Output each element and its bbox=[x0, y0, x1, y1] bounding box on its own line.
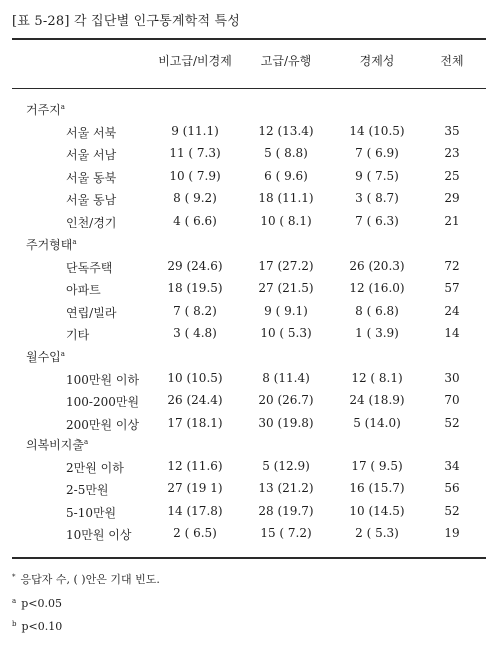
cell-nonluxury: 8 ( 9.2) bbox=[173, 191, 217, 206]
cell-nonluxury: 14 (17.8) bbox=[167, 503, 223, 518]
footnote bbox=[12, 597, 62, 610]
footnote-mark: * bbox=[12, 573, 16, 581]
cell-economy: 14 (10.5) bbox=[349, 123, 405, 138]
footnote-text: p<0.05 bbox=[21, 597, 62, 610]
row-label: 10만원 이상 bbox=[66, 528, 132, 543]
row-label: 서울 동북 bbox=[66, 170, 117, 185]
row-label: 인천/경기 bbox=[66, 216, 117, 230]
cell-total: 23 bbox=[444, 146, 460, 161]
cell-luxury: 20 (26.7) bbox=[258, 393, 314, 408]
cell-economy: 9 ( 7.5) bbox=[355, 168, 399, 183]
cell-luxury: 17 (27.2) bbox=[258, 258, 314, 273]
row-label: 기타 bbox=[66, 328, 90, 343]
cell-total: 35 bbox=[444, 123, 460, 138]
row-label: 단독주택 bbox=[66, 260, 113, 275]
column-header: 비고급/비경제 bbox=[158, 54, 232, 68]
cell-nonluxury: 4 ( 6.6) bbox=[173, 214, 217, 228]
cell-nonluxury: 27 (19 1) bbox=[167, 481, 223, 496]
cell-nonluxury: 10 (10.5) bbox=[167, 370, 223, 385]
row-label: 200만원 이상 bbox=[66, 417, 140, 432]
footnote-mark: b bbox=[12, 620, 17, 628]
cell-luxury: 12 (13.4) bbox=[258, 123, 314, 138]
cell-total: 34 bbox=[444, 458, 460, 473]
cell-total: 19 bbox=[444, 526, 460, 541]
cell-nonluxury: 29 (24.6) bbox=[167, 258, 223, 273]
cell-nonluxury: 10 ( 7.9) bbox=[169, 168, 221, 183]
cell-economy: 10 (14.5) bbox=[349, 503, 405, 518]
row-label: 서울 서남 bbox=[66, 148, 117, 163]
cell-nonluxury: 9 (11.1) bbox=[171, 123, 219, 138]
cell-nonluxury: 12 (11.6) bbox=[167, 458, 223, 473]
row-label: 2-5만원 bbox=[66, 483, 109, 498]
section-label bbox=[26, 348, 65, 365]
cell-luxury: 10 ( 5.3) bbox=[260, 326, 312, 341]
cell-nonluxury: 11 ( 7.3) bbox=[169, 146, 221, 161]
row-label: 2만원 이하 bbox=[66, 460, 124, 475]
cell-nonluxury: 26 (24.4) bbox=[167, 393, 223, 408]
cell-luxury: 30 (19.8) bbox=[258, 415, 314, 430]
cell-luxury: 8 (11.4) bbox=[262, 370, 310, 385]
cell-economy: 12 (16.0) bbox=[349, 281, 405, 296]
footnote-text: p<0.10 bbox=[21, 620, 63, 633]
cell-nonluxury: 17 (18.1) bbox=[167, 415, 223, 430]
cell-nonluxury: 3 ( 4.8) bbox=[173, 326, 217, 341]
cell-total: 25 bbox=[444, 168, 460, 183]
cell-luxury: 18 (11.1) bbox=[258, 191, 314, 206]
cell-total: 52 bbox=[444, 503, 460, 518]
section-label-text: 거주지 bbox=[26, 103, 61, 117]
significance-mark: a bbox=[60, 350, 65, 358]
section-label bbox=[26, 236, 77, 253]
cell-economy: 7 ( 6.3) bbox=[355, 214, 399, 228]
cell-luxury: 5 (12.9) bbox=[262, 458, 310, 473]
column-header: 고급/유행 bbox=[260, 54, 312, 68]
cell-luxury: 13 (21.2) bbox=[258, 481, 314, 496]
footnote-text: 응답자 수, ( )안은 기대 빈도. bbox=[20, 573, 160, 586]
row-label: 100만원 이하 bbox=[66, 372, 140, 387]
row-label: 연립/빌라 bbox=[66, 305, 117, 320]
cell-nonluxury: 2 ( 6.5) bbox=[173, 526, 217, 541]
cell-total: 56 bbox=[444, 481, 460, 496]
row-label: 아파트 bbox=[66, 283, 101, 298]
cell-total: 72 bbox=[444, 258, 460, 273]
top-rule bbox=[12, 38, 486, 40]
header-rule bbox=[12, 88, 486, 89]
cell-total: 70 bbox=[444, 393, 460, 408]
section-label-text: 주거형태 bbox=[26, 238, 73, 252]
cell-nonluxury: 18 (19.5) bbox=[167, 281, 223, 296]
cell-economy: 26 (20.3) bbox=[349, 258, 405, 273]
cell-total: 24 bbox=[444, 303, 460, 318]
cell-luxury: 28 (19.7) bbox=[258, 503, 314, 518]
cell-luxury: 9 ( 9.1) bbox=[264, 303, 308, 318]
cell-luxury: 10 ( 8.1) bbox=[260, 214, 312, 228]
cell-economy: 12 ( 8.1) bbox=[351, 370, 403, 385]
column-header: 경제성 bbox=[359, 54, 395, 68]
cell-total: 29 bbox=[444, 191, 460, 206]
cell-total: 52 bbox=[444, 415, 460, 430]
cell-luxury: 15 ( 7.2) bbox=[260, 526, 312, 541]
cell-economy: 24 (18.9) bbox=[349, 393, 405, 408]
footnote bbox=[12, 571, 160, 587]
cell-total: 30 bbox=[444, 370, 460, 385]
section-label-text: 월수입 bbox=[26, 350, 61, 364]
table-title: [표 5-28] 각 집단별 인구통계학적 특성 bbox=[12, 14, 241, 29]
cell-economy: 1 ( 3.9) bbox=[355, 326, 399, 341]
cell-luxury: 27 (21.5) bbox=[258, 281, 314, 296]
cell-nonluxury: 7 ( 8.2) bbox=[173, 303, 217, 318]
cell-economy: 5 (14.0) bbox=[353, 415, 401, 430]
row-label: 서울 서북 bbox=[66, 125, 117, 140]
section-label-text: 의복비지출 bbox=[26, 438, 84, 452]
footnote-mark: a bbox=[12, 597, 17, 605]
section-label bbox=[26, 101, 65, 118]
significance-mark: a bbox=[83, 438, 89, 446]
section-label bbox=[26, 436, 88, 453]
cell-economy: 7 ( 6.9) bbox=[355, 146, 399, 161]
cell-luxury: 5 ( 8.8) bbox=[264, 146, 308, 161]
cell-total: 21 bbox=[444, 214, 460, 228]
cell-economy: 2 ( 5.3) bbox=[355, 526, 399, 541]
cell-total: 14 bbox=[444, 326, 460, 341]
significance-mark: a bbox=[72, 238, 77, 246]
cell-economy: 3 ( 8.7) bbox=[355, 191, 399, 206]
significance-mark: a bbox=[60, 103, 65, 111]
cell-total: 57 bbox=[444, 281, 460, 296]
column-header: 전체 bbox=[440, 54, 464, 68]
row-label: 서울 동남 bbox=[66, 193, 117, 208]
cell-economy: 16 (15.7) bbox=[349, 481, 405, 496]
cell-economy: 17 ( 9.5) bbox=[351, 458, 403, 473]
bottom-rule bbox=[12, 557, 486, 559]
row-label: 5-10만원 bbox=[66, 505, 117, 520]
cell-economy: 8 ( 6.8) bbox=[355, 303, 399, 318]
row-label: 100-200만원 bbox=[66, 395, 140, 410]
footnote bbox=[12, 620, 62, 633]
cell-luxury: 6 ( 9.6) bbox=[264, 168, 308, 183]
